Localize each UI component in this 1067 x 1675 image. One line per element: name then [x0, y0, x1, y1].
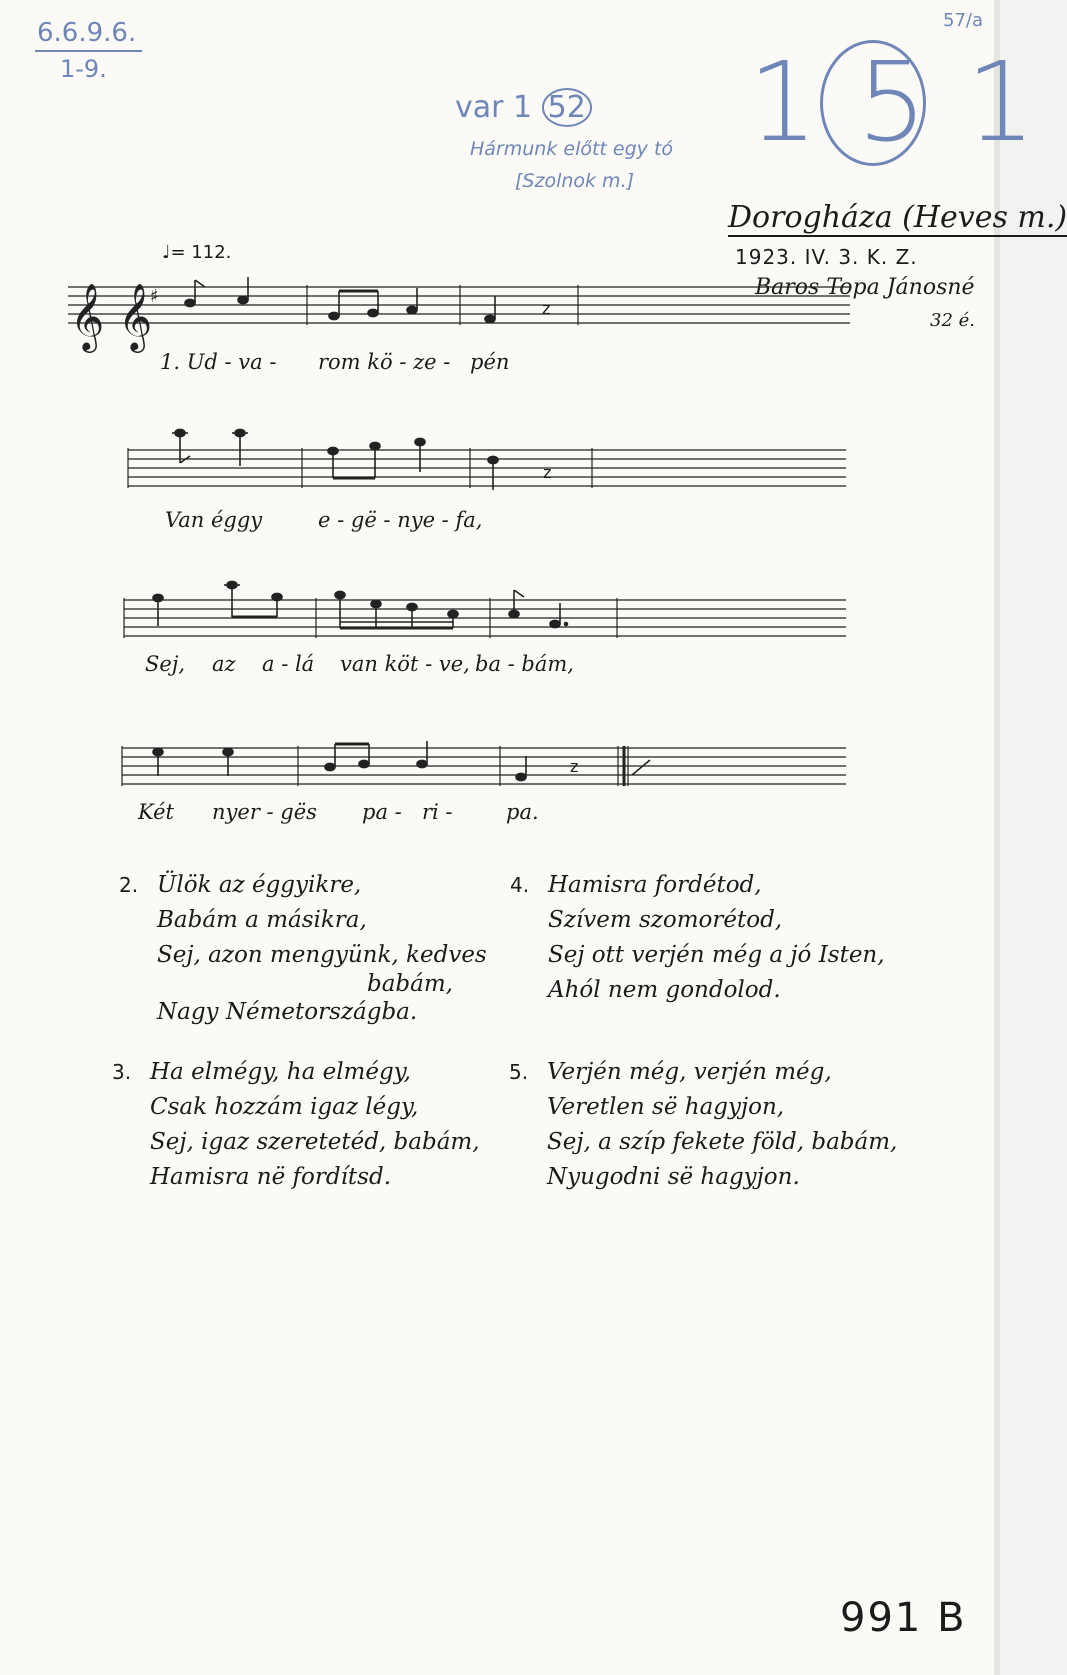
stanza-line: Verjén még, verjén még, [547, 1059, 832, 1085]
lyric-syllable: nyer - gës [212, 800, 317, 824]
notes-system-2 [172, 429, 551, 490]
notes-system-1 [185, 277, 550, 323]
collection-place: Dorogháza (Heves m.) [728, 200, 1067, 235]
variant-note: Hármunk előtt egy tó [470, 138, 674, 160]
stanza-line: Sej, azon mengyünk, kedves [157, 942, 487, 968]
treble-clef-icon: 𝄞 [118, 282, 153, 350]
variant-place: [Szolnok m.] [515, 170, 635, 192]
stanza-number: 3. [112, 1060, 132, 1084]
staff-system-2 [128, 448, 846, 488]
archive-number: 991 B [840, 1595, 967, 1641]
sharp-icon: ♯ [150, 286, 159, 307]
svg-text:z: z [542, 299, 551, 318]
catalog-range: 1-9. [60, 55, 107, 83]
stanza-line: Hamisra fordétod, [548, 872, 762, 898]
stanza-line: Babám a másikra, [157, 907, 367, 933]
stanza-line: Ülök az éggyikre, [157, 872, 362, 898]
lyric-syllable: Van éggy [165, 508, 263, 532]
lyric-syllable: az [212, 652, 236, 676]
svg-text:z: z [570, 757, 579, 776]
stanza-line: Nyugodni së hagyjon. [547, 1164, 800, 1190]
stanza-number: 4. [510, 873, 530, 897]
page-reference: 57/a [943, 10, 983, 31]
lyric-syllable: van köt - ve, [340, 652, 470, 676]
lyric-syllable: ri - [422, 800, 453, 824]
stanza-3 [112, 1055, 480, 1195]
notes-system-3 [153, 581, 568, 628]
stanza-line: Sej, igaz szeretetéd, babám, [150, 1129, 480, 1155]
stanza-line: Veretlen së hagyjon, [547, 1094, 785, 1120]
variant-prefix: var 1 [455, 90, 533, 125]
lyric-syllable: pa. [506, 800, 539, 824]
catalog-code: 6.6.9.6. [35, 18, 142, 52]
stanza-number: 2. [119, 873, 139, 897]
stanza-2 [119, 868, 487, 1030]
svg-text:z: z [543, 463, 552, 482]
stanza-line: Csak hozzám igaz légy, [150, 1094, 419, 1120]
lyric-syllable: Sej, [145, 652, 186, 676]
lyric-syllable: ba - bám, [475, 652, 574, 676]
stanza-line: Ahól nem gondolod. [548, 977, 781, 1003]
stanza-4 [510, 868, 885, 1008]
stanza-line: Sej, a szíp fekete föld, babám, [547, 1129, 898, 1155]
stanza-5 [509, 1055, 898, 1195]
stanza-line: Ha elmégy, ha elmégy, [150, 1059, 411, 1085]
lyric-syllable: 1. Ud - va - [160, 350, 277, 374]
lyric-syllable: rom kö - ze - [318, 350, 451, 374]
collection-date: 1923. IV. 3. K. Z. [735, 245, 918, 269]
lyric-syllable: pa - [362, 800, 402, 824]
stanza-line: Szívem szomorétod, [548, 907, 783, 933]
tempo-marking: ♩= 112. [162, 242, 232, 263]
lyric-syllable: a - lá [262, 652, 315, 676]
tune-number: 1 5 1 [748, 38, 1038, 166]
singer-name: Baros Topa Jánosné [755, 275, 975, 300]
stanza-line: Nagy Németországba. [157, 999, 418, 1025]
lyric-syllable: Két [138, 800, 174, 824]
lyric-syllable: e - gë - nye - fa, [318, 508, 483, 532]
stanza-line: babám, [367, 971, 453, 997]
variant-circled-number: 52 [542, 88, 592, 127]
stanza-line: Hamisra në fordítsd. [150, 1164, 392, 1190]
treble-clef-icon: 𝄞 [70, 282, 105, 350]
lyric-syllable: pén [470, 350, 510, 374]
singer-age: 32 é. [930, 310, 975, 331]
stanza-number: 5. [509, 1060, 529, 1084]
stanza-line: Sej ott verjén még a jó Isten, [548, 942, 885, 968]
